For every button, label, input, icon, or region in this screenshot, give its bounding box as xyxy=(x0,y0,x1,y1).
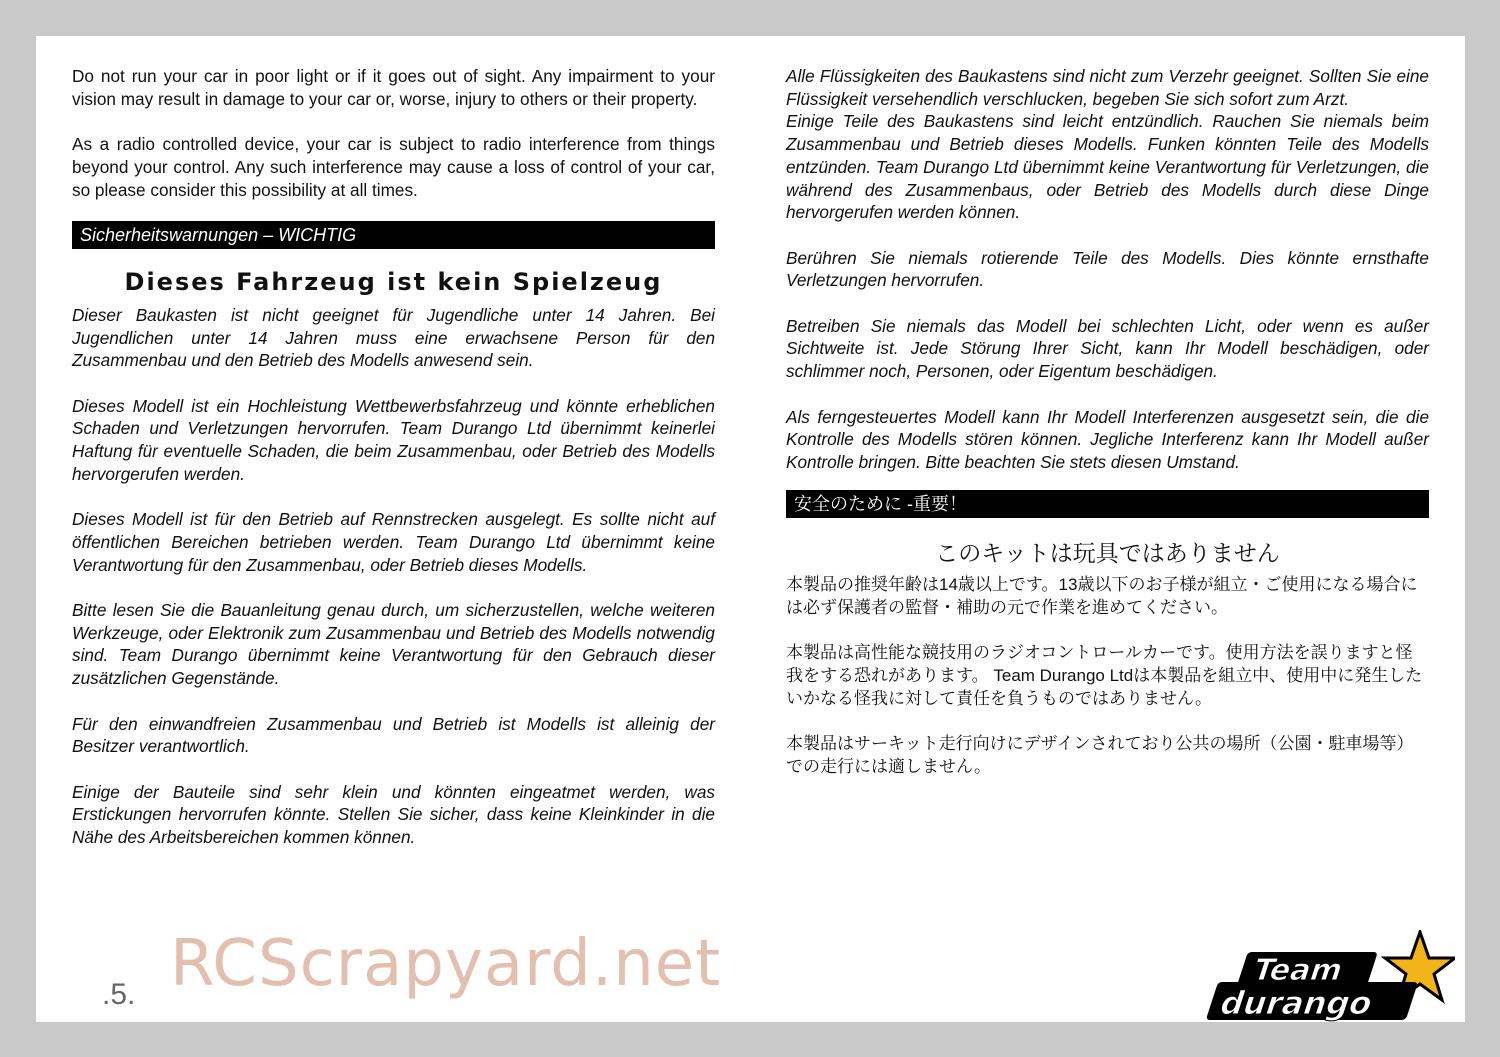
page-number: .5. xyxy=(102,978,136,1011)
team-durango-logo xyxy=(1205,930,1455,1030)
german-paragraph: Für den einwandfreien Zusammenbau und Betrieb ist Modells ist alleinig der Besitzer verantwortlich. xyxy=(72,713,715,757)
english-paragraph: As a radio controlled device, your car is subject to radio interference from things beyond your control. Any such interference may cause a loss of control of your car, so please consider this possibility at all times. xyxy=(72,134,715,200)
watermark: RCScrapyard.net xyxy=(170,927,722,1001)
japanese-paragraph: 本製品はサーキット走行向けにデザインされており公共の場所（公園・駐車場等）での走行には適しません。 xyxy=(786,734,1414,776)
german-paragraph: Als ferngesteuertes Modell kann Ihr Modell Interferenzen ausgesetzt sein, die die Kontrolle des Modells stören können. Jegliche Interferenz kann Ihr Modell außer Kontrolle bringen. Bitte beachten Sie stets diesen Umstand. xyxy=(786,406,1429,472)
right-column xyxy=(786,65,1429,801)
german-paragraph: Bitte lesen Sie die Bauanleitung genau durch, um sicherzustellen, welche weiteren Werkzeuge, oder Elektronik zum Zusammenbau und Betrieb des Modells notwendig sind. Team Durango übernimmt keine Verantwortung für den Gebrauch dieser zusätzlichen Gegenstände. xyxy=(72,600,715,689)
german-paragraph: Einige der Bauteile sind sehr klein und könnten eingeatmet werden, was Erstickungen hervorrufen könnte. Stellen Sie sicher, dass keine Kleinkinder in die Nähe des Arbeitsbereichen kommen können. xyxy=(72,781,715,847)
section-title: Dieses Fahrzeug ist kein Spielzeug xyxy=(124,268,663,297)
german-paragraph: Dieses Modell ist für den Betrieb auf Rennstrecken ausgelegt. Es sollte nicht auf öffentlichen Bereichen betrieben werden. Team Durango Ltd übernimmt keine Verantwortung für den Zusammenbau, oder Betrieb dieses Modells. xyxy=(72,509,715,575)
german-paragraph: Dieser Baukasten ist nicht geeignet für Jugendliche unter 14 Jahren. Bei Jugendlichen unter 14 Jahren muss eine erwachsene Person für den Zusammenbau und den Betrieb des Modells anwesend sein. xyxy=(72,304,715,371)
section-header: 安全のために -重要！ xyxy=(786,490,1429,518)
german-paragraph: Alle Flüssigkeiten des Baukastens sind nicht zum Verzehr geeignet. Sollten Sie eine Flüssigkeit versehendlich verschlucken, begeben Sie sich sofort zum Arzt. Einige Teile des Baukastens sind leicht entzündlich. Rauchen Sie niemals beim Zusammenbau und Betrieb dieses Modells. Funken könnten Teile des Modells entzünden. Team Durango Ltd übernimmt keine Verantwortung für Verletzungen, die während des Zusammenbaus, oder Betrieb des Modells durch diese Dinge hervorgerufen werden können. xyxy=(786,66,1429,223)
left-column xyxy=(72,65,715,871)
svg-text:durango: durango xyxy=(1215,984,1378,1022)
german-paragraph: Dieses Modell ist ein Hochleistung Wettbewerbsfahrzeug und könnte erheblichen Schaden und Verletzungen hervorrufen. Team Durango Ltd übernimmt keinerlei Haftung für eventuelle Schaden, die beim Zusammenbau, oder Betrieb des Modells hervorgerufen werden. xyxy=(72,395,715,484)
svg-text:Team: Team xyxy=(1248,952,1348,988)
section-title: このキットは玩具ではありません xyxy=(935,539,1280,566)
english-paragraph: Do not run your car in poor light or if it goes out of sight. Any impairment to your vision may result in damage to your car or, worse, injury to others or their property. xyxy=(72,66,715,109)
japanese-paragraph: 本製品の推奨年齢は14歳以上です。13歳以下のお子様が組立・ご使用になる場合には必ず保護者の監督・補助の元で作業を進めてください。 xyxy=(786,575,1418,618)
japanese-paragraph: 本製品は高性能な競技用のラジオコントロールカーです。使用方法を誤りますと怪我をする恐れがあります。 Team Durango Ltdは本製品を組立中、使用中に発生したいかなる怪我に対して責任を負うものではありません。 xyxy=(786,643,1423,708)
german-paragraph: Berühren Sie niemals rotierende Teile des Modells. Dies könnte ernsthafte Verletzungen hervorrufen. xyxy=(786,247,1429,291)
section-header: Sicherheitswarnungen – WICHTIG xyxy=(72,221,715,249)
german-paragraph: Betreiben Sie niemals das Modell bei schlechten Licht, oder wenn es außer Sichtweite ist. Jede Störung Ihrer Sicht, kann Ihr Modell beschädigen, oder schlimmer noch, Personen, oder Eigentum beschädigen. xyxy=(786,315,1429,382)
